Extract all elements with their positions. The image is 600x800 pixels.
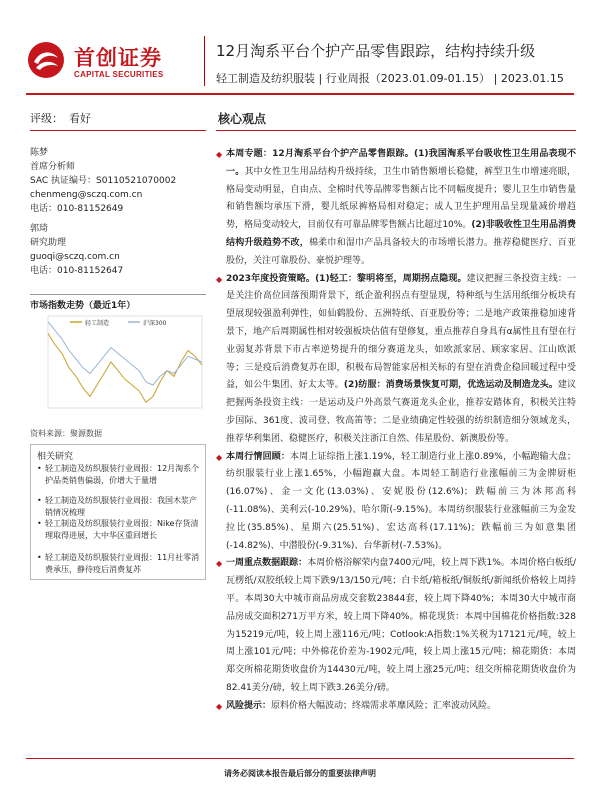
analyst-role: 研究助理	[30, 238, 67, 248]
series-line-1	[48, 322, 202, 385]
core-view-body	[216, 146, 576, 716]
analyst-email[interactable]: guoqi@sczq.com.cn	[30, 252, 120, 262]
plot-frame	[48, 316, 202, 408]
bullet-icon: ◆	[216, 274, 223, 284]
paragraph-strategy: ◆ 2023年度投资策略。(1)轻工：黎明将至，周期拐点隐现。建议把握三条投资主线：一是关注价高位回落预期背景下，纸企盈利拐点有望显现，特种纸与生活用纸细分板块有望展现较强盈利弹性，如仙鹤股份、五洲特纸、百亚股份等；二是地产政策推稳加速背景下，地产后周期属性相对较强板块估值有望修复，重点推荐自身具有α属性且有望在行业弱复苏背景下市占率逆势提升的细分赛道龙头，如欧派家居、顾家家居、江山欧派等；三是疫后消费复苏在即，积极布局智能家居相关标的有望在消费企稳回暖过程中受益，如公牛集团、好太太等。(2)纺服：消费场景恢复可期，优选运动及制造龙头。建议把握两条投资主线：一是运动及户外高景气赛道龙头企业，推荐安踏体育，积极关注特步国际、361度、波司登、牧高笛等；二是业绩确定性较强的纺织制造细分领域龙头，推荐华利集团、稳健医疗，积极关注浙江自然、伟星股份、新澳股份等。	[216, 271, 576, 449]
header-divider	[204, 36, 205, 86]
logo-mark-icon	[26, 40, 66, 80]
analyst-block-1	[30, 146, 176, 216]
right-section-rule	[216, 130, 576, 131]
bullet-icon: ◆	[216, 150, 223, 159]
report-subtitle: 轻工制造及纺织服装 | 行业周报（2023.01.09-01.15） | 2023.01.15	[216, 72, 564, 85]
analyst-role: 首席分析师	[30, 162, 76, 172]
analyst-name: 郭琦	[30, 224, 49, 234]
paragraph-market-review: ◆ 本周行情回顾：本周上证综指上涨1.19%，轻工制造行业上涨0.89%，小幅跑输大盘；纺织服装行业上涨1.65%，小幅跑赢大盘。本周轻工制造行业涨幅前三为金牌厨柜(16.07%)、金一文化(13.03%)、安妮股份(12.6%)；跌幅前三为沐邦高科(-11.08%)、美利云(-10.29%)、哈尔斯(-9.15%)。本周纺织服装行业涨幅前三为金发拉比(35.85%)、星期六(25.51%)、宏达高科(17.11%)；跌幅前三为如意集团(-14.82%)、中潜股份(-9.31%)、台华新材(-7.53%)。	[216, 449, 576, 556]
footer-disclaimer: 请务必阅读本报告最后部分的重要法律声明	[224, 769, 376, 778]
header-rule	[26, 93, 574, 95]
chart-top-rule	[30, 294, 206, 295]
chart-source: 资料来源：聚源数据	[30, 429, 102, 438]
related-item[interactable]: • 轻工制造及纺织服装行业周报：11月社零消费承压，静待疫后消费复苏	[37, 552, 203, 575]
paragraph-data-tracking: ◆ 一周重点数据跟踪：本周价格浴解荣内盘7400元/吨，较上周下跌1%。本周价格白板纸/瓦楞纸/双胶纸较上周下跌9/13/150元/吨；白卡纸/箱板纸/铜版纸/新闻纸价格较上周持平。本周30大中城市商品房成交套数23844套，较上周下降40%；本周30大中城市商品房成交面积271万平方米，较上周下降40%。棉花现货：本周中国棉花价格指数:328为15219元/吨，较上周上涨116元/吨；Cotlook:A指数:1%关税为17121元/吨，较上周上涨101元/吨；中外棉花价差为-1902元/吨，较上周上涨15元/吨；棉花期货：本周郑交所棉花期货收盘价为14430元/吨，较上周上涨25元/吨；纽交所棉花期货收盘价为82.41美分/磅，较上周下跌3.26美分/磅。	[216, 555, 576, 697]
analyst-name: 陈梦	[30, 148, 49, 158]
bullet-icon: ◆	[216, 452, 223, 462]
analyst-cert: SAC 执证编号：S0110521070002	[30, 176, 177, 186]
rating-value: 看好	[69, 112, 91, 125]
related-item[interactable]: • 轻工制造及纺织服装行业周报：我国木浆产销情况梳理	[37, 495, 203, 518]
paragraph-risk: ◆ 风险提示：原料价格大幅波动；终端需求革靡风险；汇率波动风险。	[216, 698, 576, 716]
chart-title: 市场指数走势（最近1年）	[30, 301, 136, 311]
legend-label-1: 沪深300	[143, 320, 167, 327]
market-index-chart	[30, 312, 206, 422]
report-title: 12月淘系平台个护产品零售跟踪，结构持续升级	[216, 42, 536, 60]
left-section-rule	[30, 130, 206, 131]
analyst-email[interactable]: chenmeng@sczq.com.cn	[30, 190, 143, 200]
bullet-icon: ◆	[216, 701, 223, 711]
company-logo	[26, 40, 196, 84]
rating-label: 评级：	[30, 112, 63, 125]
related-item[interactable]: • 轻工制造及纺织服装行业周报：Nike存货清理取得进展，大中华区重回增长	[37, 518, 203, 541]
analyst-phone: 电话：010-81152649	[30, 204, 124, 214]
rating	[30, 110, 91, 126]
legend-label-0: 轻工制造	[85, 320, 110, 327]
logo-text-cn: 首创证券	[74, 46, 162, 70]
analyst-phone: 电话：010-81152647	[30, 266, 124, 276]
logo-text-en: CAPITAL SECURITIES	[74, 70, 164, 79]
related-title: 相关研究	[37, 452, 74, 462]
core-view-heading: 核心观点	[218, 112, 267, 126]
bullet-icon: ◆	[216, 559, 223, 569]
related-item[interactable]: • 轻工制造及纺织服装行业周报：12月淘系个护品类销售偏弱，价增大于量增	[37, 463, 203, 486]
paragraph-topic: ◆ 本周专题：12月淘系平台个护产品零售跟踪。(1)我国淘系平台吸收性卫生用品表现不一。其中女性卫生用品结构升级持续，卫生巾销售额增长稳健，裤型卫生巾增速亮眼，格局变动明显，自由点、全棉时代等品牌零售额占比不同幅度提升；婴儿卫生巾销售量和销售额均承压下滑，婴儿纸尿裤格局相对稳定；成人卫生护理用品呈现量减价增趋势，格局变动较大，目前仅有可靠品牌零售额占比超过10%。(2)非吸收性卫生用品消费结构升级趋势不改，棉柔巾和湿巾产品具备较大的市场增长潜力。推荐稳健医疗、百亚股份，关注可靠股份、豪悦护理等。	[216, 146, 576, 271]
analyst-block-2	[30, 222, 123, 278]
related-research-box	[30, 444, 206, 580]
footer-rule	[26, 758, 574, 759]
